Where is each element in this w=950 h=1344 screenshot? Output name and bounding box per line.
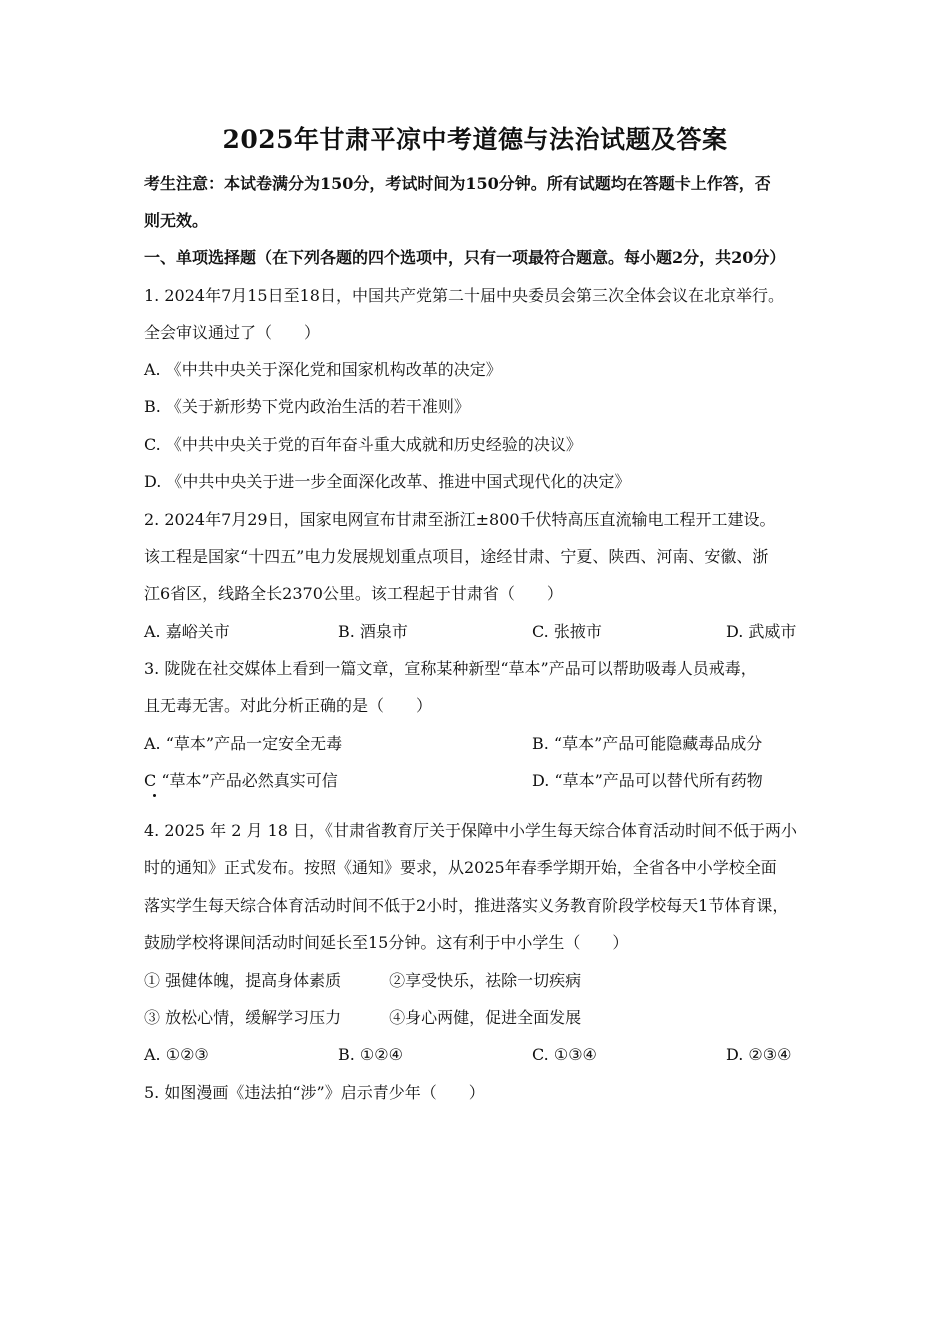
q3-option-a: A. “草本”产品一定安全无毒	[144, 734, 343, 753]
q3-option-c: C “草本”产品必然真实可信	[144, 771, 338, 790]
q1-stem-line-2: 全会审议通过了（ ）	[144, 323, 321, 342]
q3-stem-line-2: 且无毒无害。对此分析正确的是（ ）	[144, 696, 433, 715]
q1-option-a: A. 《中共中央关于深化党和国家机构改革的决定》	[144, 360, 502, 379]
q4-stem-line-1: 4. 2025 年 2 月 18 日，《甘肃省教育厅关于保障中小学生每天综合体育活动时间不低于两小	[144, 821, 798, 840]
q1-stem-line-1: 1. 2024年7月15日至18日，中国共产党第二十届中央委员会第三次全体会议在北京举行。	[144, 286, 784, 305]
section-heading: 一、单项选择题（在下列各题的四个选项中，只有一项最符合题意。每小题2分，共20分）	[144, 248, 786, 267]
q3-option-b: B. “草本”产品可能隐藏毒品成分	[532, 734, 763, 753]
q1-option-b: B. 《关于新形势下党内政治生活的若干准则》	[144, 397, 470, 416]
notice-line-2: 则无效。	[144, 211, 209, 230]
q1-option-c: C. 《中共中央关于党的百年奋斗重大成就和历史经验的决议》	[144, 435, 582, 454]
q4-stem-line-2: 时的通知》正式发布。按照《通知》要求，从2025年春季学期开始，全省各中小学校全面	[144, 858, 777, 877]
q4-option-b: B. ①②④	[338, 1045, 403, 1064]
q2-stem-line-2: 该工程是国家“十四五”电力发展规划重点项目，途经甘肃、宁夏、陕西、河南、安徽、浙	[144, 547, 769, 566]
q5-stem-line-1: 5. 如图漫画《违法拍“涉”》启示青少年（ ）	[144, 1083, 485, 1102]
q4-option-c: C. ①③④	[532, 1045, 597, 1064]
document-title: 2025年甘肃平凉中考道德与法治试题及答案	[222, 125, 728, 154]
q2-stem-line-1: 2. 2024年7月29日，国家电网宣布甘肃至浙江±800千伏特高压直流输电工程开工建设。	[144, 510, 776, 529]
q2-option-a: A. 嘉峪关市	[144, 622, 230, 641]
q2-stem-line-3: 江6省区，线路全长2370公里。该工程起于甘肃省（ ）	[144, 584, 563, 603]
q4-option-d: D. ②③④	[726, 1045, 792, 1064]
q1-option-d: D. 《中共中央关于进一步全面深化改革、推进中国式现代化的决定》	[144, 472, 631, 491]
q4-statements-1: ① 强健体魄，提高身体素质 ②享受快乐，祛除一切疾病	[144, 971, 582, 990]
q4-stem-line-4: 鼓励学校将课间活动时间延长至15分钟。这有利于中小学生（ ）	[144, 933, 629, 952]
q2-option-d: D. 武威市	[726, 622, 797, 641]
q3-stem-line-1: 3. 陇陇在社交媒体上看到一篇文章，宣称某种新型“草本”产品可以帮助吸毒人员戒毒，	[144, 659, 757, 678]
q4-statements-2: ③ 放松心情，缓解学习压力 ④身心两健，促进全面发展	[144, 1008, 582, 1027]
q4-stem-line-3: 落实学生每天综合体育活动时间不低于2小时，推进落实义务教育阶段学校每天1节体育课，	[144, 896, 789, 915]
q2-option-b: B. 酒泉市	[338, 622, 408, 641]
q2-option-c: C. 张掖市	[532, 622, 602, 641]
q3-option-d: D. “草本”产品可以替代所有药物	[532, 771, 763, 790]
notice-line-1: 考生注意：本试卷满分为150分，考试时间为150分钟。所有试题均在答题卡上作答，否	[144, 174, 771, 193]
stray-dot-mark	[153, 794, 156, 797]
q4-option-a: A. ①②③	[144, 1045, 209, 1064]
